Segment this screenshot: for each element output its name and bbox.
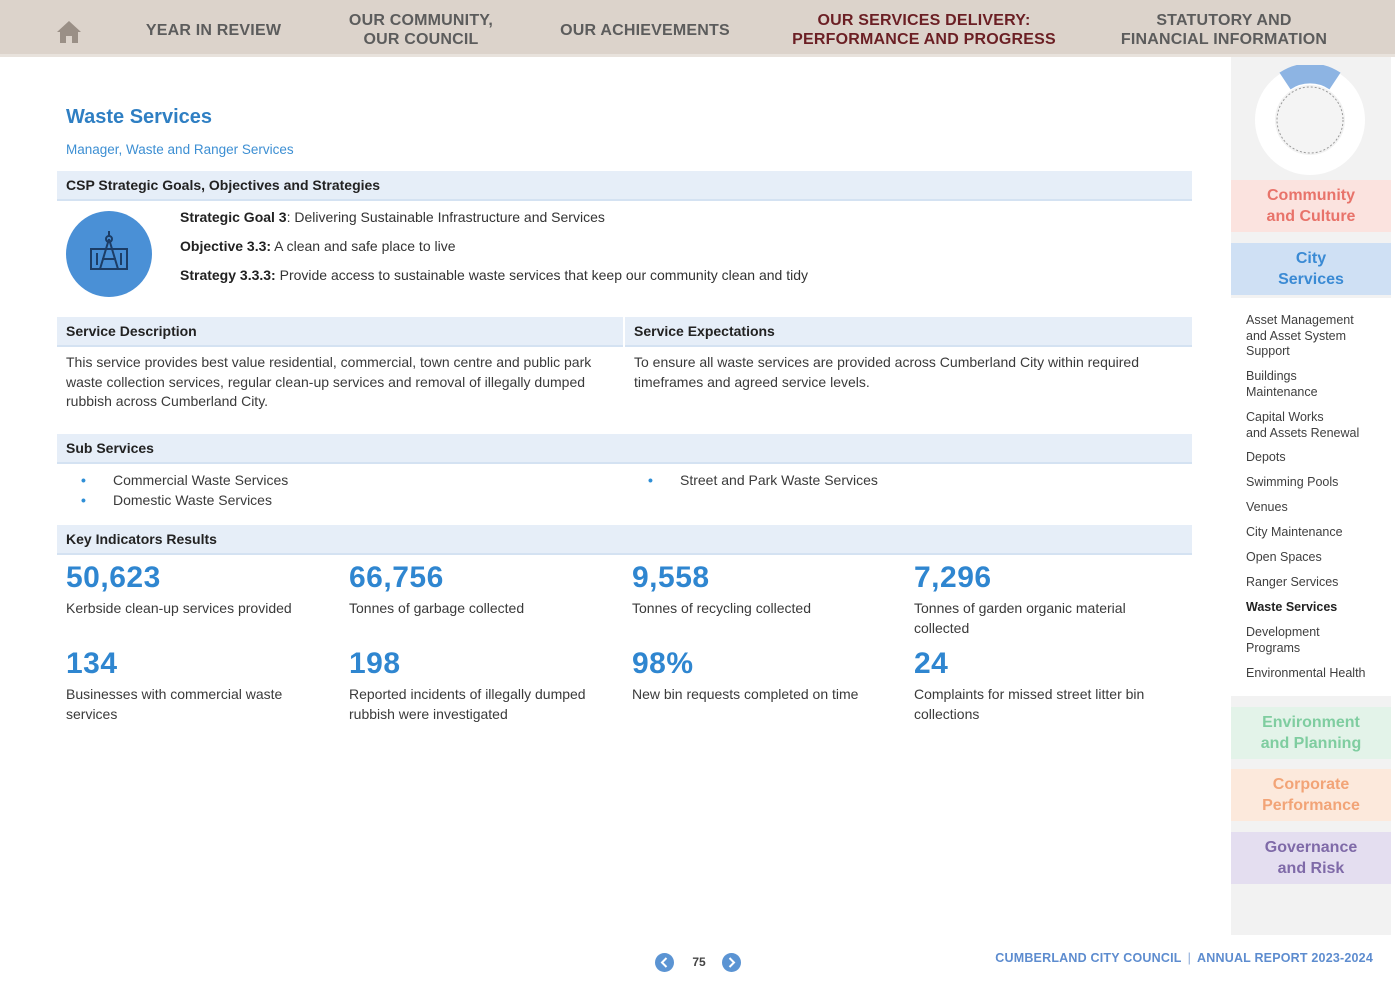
- footer-branding: [995, 951, 1373, 965]
- sidebar-category-city-services[interactable]: City Services: [1231, 243, 1391, 295]
- sidebar-subitem-current[interactable]: Waste Services: [1246, 600, 1338, 614]
- sub-service-item: • Commercial Waste Services: [81, 472, 289, 488]
- sidebar-subitems-panel: [1231, 298, 1391, 696]
- strategic-goal-text: : Delivering Sustainable Infrastructure and Services: [286, 209, 605, 225]
- service-expectations-text: To ensure all waste services are provided across Cumberland City within required timeframes and agreed service levels.: [634, 354, 1140, 390]
- page-title: Waste Services: [66, 106, 213, 128]
- sidebar-subitem[interactable]: Ranger Services: [1246, 575, 1339, 589]
- sidebar-subitem[interactable]: Asset Management and Asset System Support: [1246, 313, 1354, 358]
- kpi-value: 134: [66, 647, 118, 680]
- footer-report: ANNUAL REPORT 2023-2024: [1197, 951, 1373, 965]
- infrastructure-icon: [66, 211, 152, 297]
- sidebar-category-community[interactable]: Community and Culture: [1231, 180, 1391, 232]
- kpi-value: 7,296: [914, 561, 992, 594]
- sidebar-category-environment[interactable]: Environment and Planning: [1231, 707, 1391, 759]
- chevron-left-icon: [660, 957, 669, 968]
- objective-line: [180, 238, 456, 254]
- sidebar-subitem[interactable]: Open Spaces: [1246, 550, 1322, 564]
- sidebar-subitem[interactable]: City Maintenance: [1246, 525, 1343, 539]
- kpi-value: 98%: [632, 647, 694, 680]
- kpi-value: 50,623: [66, 561, 161, 594]
- kpi-label: Tonnes of recycling collected: [632, 600, 811, 616]
- kpi-value: 9,558: [632, 561, 710, 594]
- section-progress-ring: [1255, 65, 1365, 175]
- key-indicators-heading: Key Indicators Results: [57, 525, 1192, 555]
- strategy-text: Provide access to sustainable waste services that keep our community clean and tidy: [275, 267, 808, 283]
- service-description-heading: Service Description: [57, 317, 623, 347]
- kpi-value: 198: [349, 647, 401, 680]
- nav-year-in-review[interactable]: YEAR IN REVIEW: [145, 21, 282, 39]
- sidebar-category-governance[interactable]: Governance and Risk: [1231, 832, 1391, 884]
- nav-our-community[interactable]: OUR COMMUNITY, OUR COUNCIL: [348, 12, 494, 48]
- footer-separator: |: [1187, 951, 1192, 965]
- strategic-goal-line: [180, 209, 605, 225]
- previous-page-button[interactable]: [655, 953, 674, 972]
- kpi-label: Tonnes of garden organic material collected: [914, 600, 1126, 636]
- top-navigation: [0, 0, 1395, 54]
- nav-statutory-financial[interactable]: STATUTORY AND FINANCIAL INFORMATION: [1120, 12, 1328, 48]
- sidebar-subitem[interactable]: Venues: [1246, 500, 1288, 514]
- nav-divider: [0, 54, 1395, 57]
- csp-heading: CSP Strategic Goals, Objectives and Strategies: [57, 171, 1192, 201]
- next-page-button[interactable]: [722, 953, 741, 972]
- page-number: 75: [692, 955, 706, 969]
- sidebar-subitem[interactable]: Swimming Pools: [1246, 475, 1339, 489]
- footer-org: CUMBERLAND CITY COUNCIL: [995, 951, 1182, 965]
- kpi-value: 24: [914, 647, 949, 680]
- kpi-label: New bin requests completed on time: [632, 686, 859, 702]
- sub-service-item: • Domestic Waste Services: [81, 492, 272, 508]
- kpi-label: Complaints for missed street litter bin collections: [914, 686, 1145, 722]
- kpi-label: Businesses with commercial waste services: [66, 686, 283, 722]
- objective-text: A clean and safe place to live: [271, 238, 456, 254]
- chevron-right-icon: [727, 957, 736, 968]
- section-sidebar: [1231, 57, 1391, 935]
- sidebar-category-corporate[interactable]: Corporate Performance: [1231, 769, 1391, 821]
- sidebar-subitem[interactable]: Development Programs: [1246, 625, 1320, 655]
- home-icon[interactable]: [56, 20, 82, 44]
- sub-service-item: • Street and Park Waste Services: [648, 472, 878, 488]
- strategy-line: [180, 267, 808, 283]
- sidebar-subitem[interactable]: Environmental Health: [1246, 666, 1366, 680]
- strategic-goal-label: Strategic Goal 3: [180, 209, 287, 225]
- kpi-label: Reported incidents of illegally dumped rubbish were investigated: [349, 686, 586, 722]
- sub-services-heading: Sub Services: [57, 434, 1192, 464]
- page-subtitle: Manager, Waste and Ranger Services: [66, 142, 294, 157]
- sidebar-subitem[interactable]: Capital Works and Assets Renewal: [1246, 410, 1360, 440]
- service-expectations-heading: Service Expectations: [625, 317, 1192, 347]
- objective-label: Objective 3.3:: [180, 238, 272, 254]
- nav-our-achievements[interactable]: OUR ACHIEVEMENTS: [560, 21, 730, 39]
- kpi-value: 66,756: [349, 561, 444, 594]
- nav-services-delivery[interactable]: OUR SERVICES DELIVERY: PERFORMANCE AND PROGRESS: [792, 12, 1056, 48]
- kpi-label: Kerbside clean-up services provided: [66, 600, 292, 616]
- service-description-text: This service provides best value residential, commercial, town centre and public park waste collection services, regular clean-up services and removal of illegally dumped rubbish across Cumberland City.: [66, 354, 592, 409]
- kpi-label: Tonnes of garbage collected: [349, 600, 525, 616]
- sidebar-subitem[interactable]: Buildings Maintenance: [1246, 369, 1318, 399]
- strategy-label: Strategy 3.3.3:: [180, 267, 276, 283]
- sidebar-subitem[interactable]: Depots: [1246, 450, 1286, 464]
